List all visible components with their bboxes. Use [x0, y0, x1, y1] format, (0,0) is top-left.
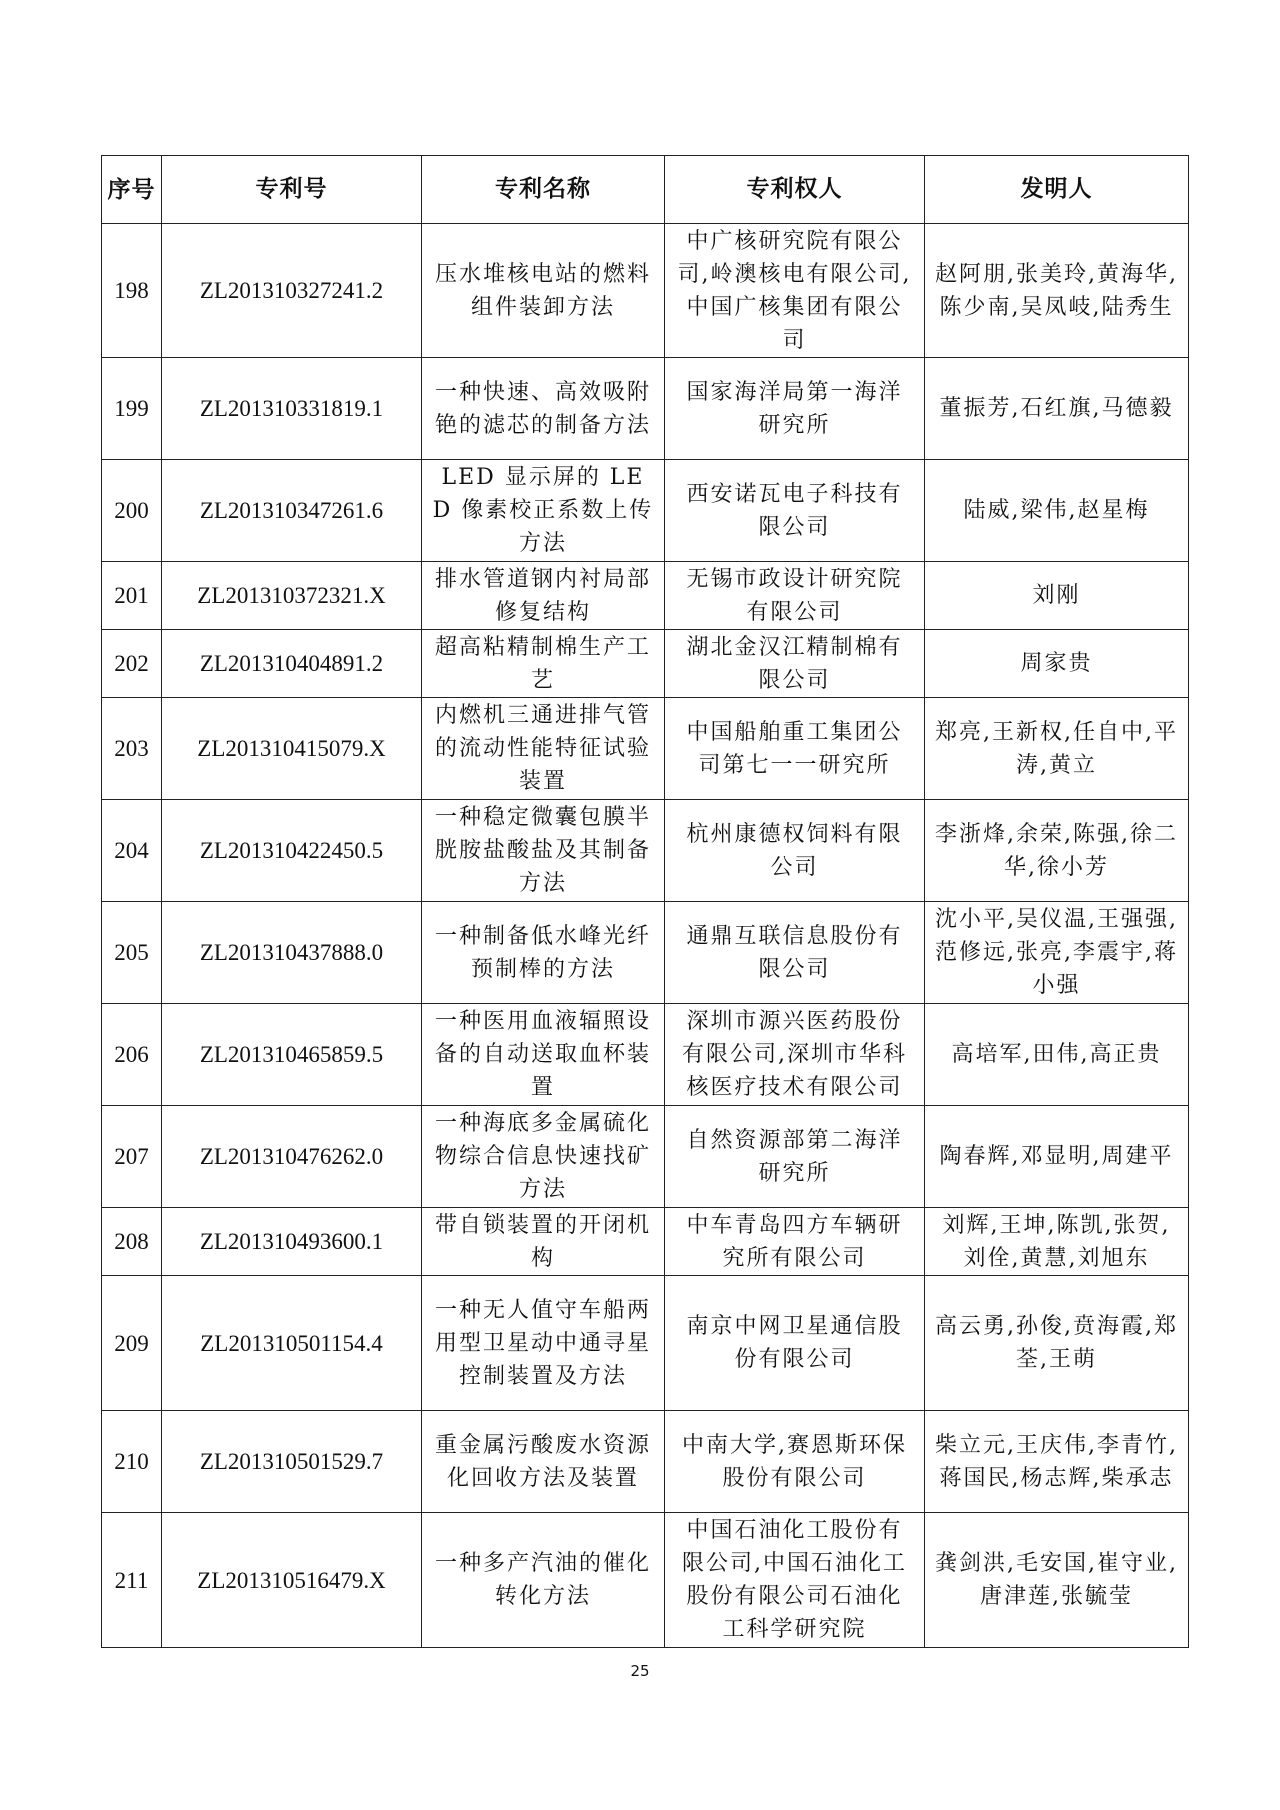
cell-patent-title: LED 显示屏的 LED 像素校正系数上传方法: [422, 460, 665, 562]
cell-patent-owner: 中南大学,赛恩斯环保股份有限公司: [665, 1411, 925, 1513]
table-row: [102, 1106, 1189, 1208]
table-row: [102, 460, 1189, 562]
table-row: [102, 630, 1189, 698]
cell-patent-title: 内燃机三通进排气管的流动性能特征试验装置: [422, 698, 665, 800]
cell-patent-owner: 国家海洋局第一海洋研究所: [665, 358, 925, 460]
cell-patent-number: ZL201310327241.2: [162, 224, 422, 358]
cell-inventors: 陶春辉,邓显明,周建平: [925, 1106, 1189, 1208]
cell-seq: 208: [102, 1208, 162, 1276]
table-body: [102, 224, 1189, 1648]
cell-patent-number: ZL201310493600.1: [162, 1208, 422, 1276]
cell-patent-title: 排水管道钢内衬局部修复结构: [422, 562, 665, 630]
table-row: [102, 902, 1189, 1004]
cell-seq: 202: [102, 630, 162, 698]
cell-patent-title: 重金属污酸废水资源化回收方法及装置: [422, 1411, 665, 1513]
table-row: [102, 698, 1189, 800]
page-number: 25: [630, 1662, 650, 1680]
header-patent-owner: 专利权人: [665, 156, 925, 224]
cell-seq: 200: [102, 460, 162, 562]
cell-patent-title: 一种制备低水峰光纤预制棒的方法: [422, 902, 665, 1004]
cell-patent-title: 压水堆核电站的燃料组件装卸方法: [422, 224, 665, 358]
cell-seq: 204: [102, 800, 162, 902]
cell-patent-number: ZL201310415079.X: [162, 698, 422, 800]
table-row: [102, 1208, 1189, 1276]
cell-patent-title: 一种稳定微囊包膜半胱胺盐酸盐及其制备方法: [422, 800, 665, 902]
cell-patent-number: ZL201310422450.5: [162, 800, 422, 902]
cell-inventors: 李浙烽,余荣,陈强,徐二华,徐小芳: [925, 800, 1189, 902]
cell-patent-number: ZL201310437888.0: [162, 902, 422, 1004]
cell-patent-number: ZL201310501154.4: [162, 1276, 422, 1411]
table-row: [102, 562, 1189, 630]
cell-patent-owner: 湖北金汉江精制棉有限公司: [665, 630, 925, 698]
cell-patent-number: ZL201310465859.5: [162, 1004, 422, 1106]
cell-patent-owner: 南京中网卫星通信股份有限公司: [665, 1276, 925, 1411]
cell-patent-title: 一种多产汽油的催化转化方法: [422, 1513, 665, 1648]
cell-patent-owner: 中国船舶重工集团公司第七一一研究所: [665, 698, 925, 800]
table-row: [102, 1513, 1189, 1648]
cell-inventors: 柴立元,王庆伟,李青竹,蒋国民,杨志辉,柴承志: [925, 1411, 1189, 1513]
cell-seq: 201: [102, 562, 162, 630]
cell-seq: 203: [102, 698, 162, 800]
cell-patent-owner: 杭州康德权饲料有限公司: [665, 800, 925, 902]
header-inventors: 发明人: [925, 156, 1189, 224]
cell-inventors: 郑亮,王新权,任自中,平涛,黄立: [925, 698, 1189, 800]
cell-seq: 209: [102, 1276, 162, 1411]
table-header-row: [102, 156, 1189, 224]
cell-inventors: 高云勇,孙俊,贲海霞,郑荃,王萌: [925, 1276, 1189, 1411]
cell-patent-number: ZL201310476262.0: [162, 1106, 422, 1208]
cell-seq: 207: [102, 1106, 162, 1208]
cell-inventors: 赵阿朋,张美玲,黄海华,陈少南,吴凤岐,陆秀生: [925, 224, 1189, 358]
cell-patent-title: 一种海底多金属硫化物综合信息快速找矿方法: [422, 1106, 665, 1208]
cell-inventors: 刘辉,王坤,陈凯,张贺,刘佺,黄慧,刘旭东: [925, 1208, 1189, 1276]
cell-patent-number: ZL201310372321.X: [162, 562, 422, 630]
cell-patent-owner: 通鼎互联信息股份有限公司: [665, 902, 925, 1004]
cell-patent-title: 超高粘精制棉生产工艺: [422, 630, 665, 698]
cell-patent-owner: 中广核研究院有限公司,岭澳核电有限公司,中国广核集团有限公司: [665, 224, 925, 358]
cell-patent-owner: 中车青岛四方车辆研究所有限公司: [665, 1208, 925, 1276]
cell-patent-number: ZL201310347261.6: [162, 460, 422, 562]
cell-patent-owner: 深圳市源兴医药股份有限公司,深圳市华科核医疗技术有限公司: [665, 1004, 925, 1106]
table-row: [102, 1411, 1189, 1513]
cell-patent-title: 一种无人值守车船两用型卫星动中通寻星控制装置及方法: [422, 1276, 665, 1411]
cell-patent-owner: 中国石油化工股份有限公司,中国石油化工股份有限公司石油化工科学研究院: [665, 1513, 925, 1648]
cell-patent-title: 带自锁装置的开闭机构: [422, 1208, 665, 1276]
cell-patent-owner: 自然资源部第二海洋研究所: [665, 1106, 925, 1208]
table-row: [102, 800, 1189, 902]
cell-seq: 206: [102, 1004, 162, 1106]
cell-seq: 210: [102, 1411, 162, 1513]
cell-inventors: 董振芳,石红旗,马德毅: [925, 358, 1189, 460]
cell-inventors: 陆威,梁伟,赵星梅: [925, 460, 1189, 562]
cell-inventors: 高培军,田伟,高正贵: [925, 1004, 1189, 1106]
cell-seq: 198: [102, 224, 162, 358]
cell-seq: 211: [102, 1513, 162, 1648]
header-patent-number: 专利号: [162, 156, 422, 224]
cell-patent-number: ZL201310331819.1: [162, 358, 422, 460]
header-seq: 序号: [102, 156, 162, 224]
cell-patent-number: ZL201310516479.X: [162, 1513, 422, 1648]
cell-patent-number: ZL201310404891.2: [162, 630, 422, 698]
cell-patent-owner: 无锡市政设计研究院有限公司: [665, 562, 925, 630]
cell-patent-number: ZL201310501529.7: [162, 1411, 422, 1513]
header-patent-title: 专利名称: [422, 156, 665, 224]
cell-patent-owner: 西安诺瓦电子科技有限公司: [665, 460, 925, 562]
patent-table: [101, 155, 1189, 1648]
table-row: [102, 1004, 1189, 1106]
cell-inventors: 龚剑洪,毛安国,崔守业,唐津莲,张毓莹: [925, 1513, 1189, 1648]
table-row: [102, 224, 1189, 358]
patent-table-container: [101, 155, 1188, 1648]
table-row: [102, 358, 1189, 460]
cell-seq: 199: [102, 358, 162, 460]
cell-inventors: 沈小平,吴仪温,王强强,范修远,张亮,李震宇,蒋小强: [925, 902, 1189, 1004]
cell-seq: 205: [102, 902, 162, 1004]
cell-patent-title: 一种快速、高效吸附铯的滤芯的制备方法: [422, 358, 665, 460]
cell-inventors: 刘刚: [925, 562, 1189, 630]
table-row: [102, 1276, 1189, 1411]
cell-patent-title: 一种医用血液辐照设备的自动送取血杯装置: [422, 1004, 665, 1106]
cell-inventors: 周家贵: [925, 630, 1189, 698]
